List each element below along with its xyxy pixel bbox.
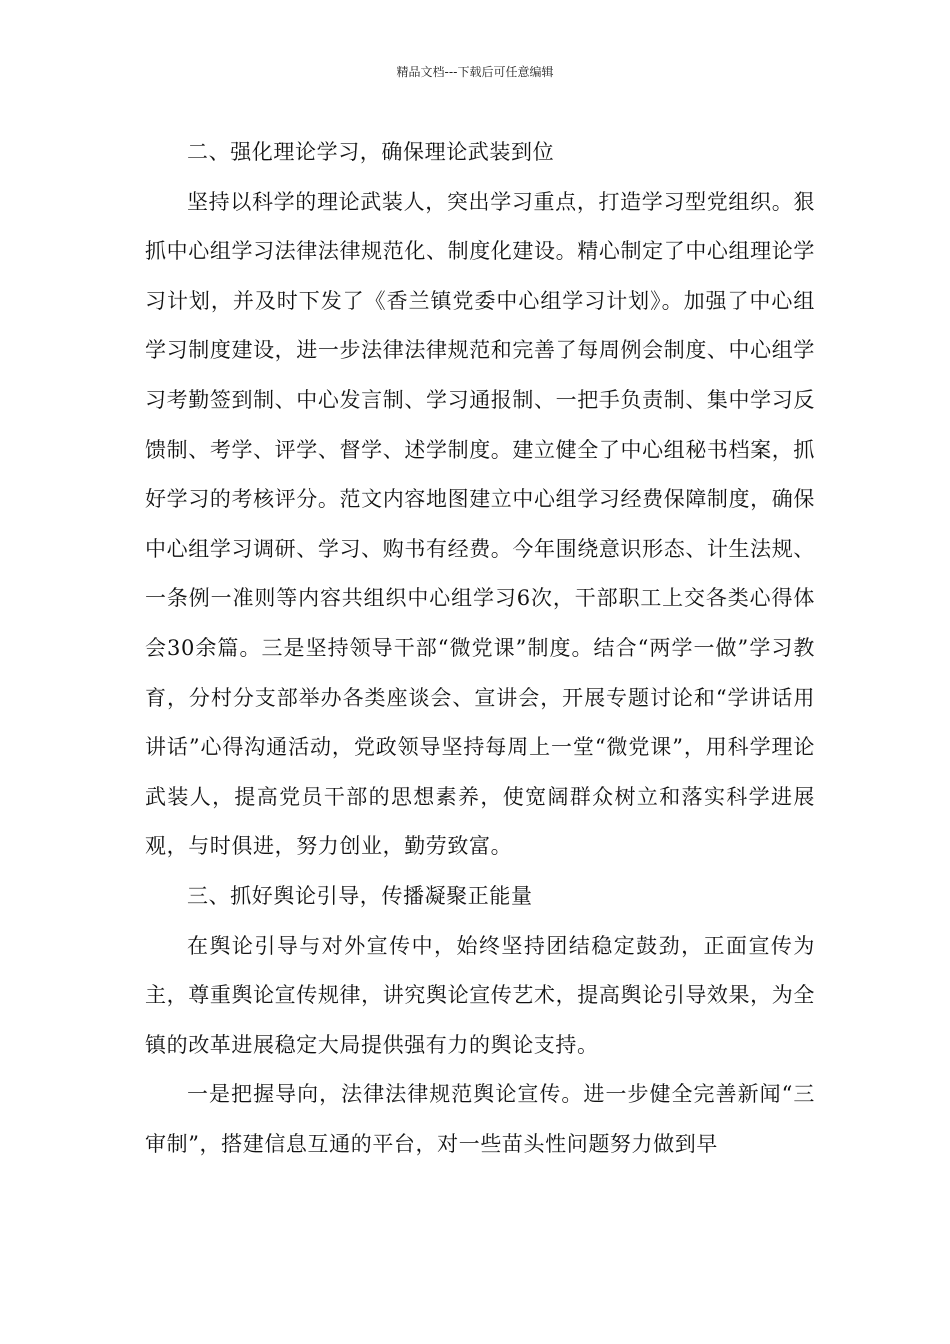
- section-3-paragraph-2: 一是把握导向，法律法律规范舆论宣传。进一步健全完善新闻“三审制”，搭建信息互通的平台，对一些苗头性问题努力做到早: [145, 1082, 815, 1156]
- document-body: [145, 128, 815, 1169]
- section-3-paragraph-1: 在舆论引导与对外宣传中，始终坚持团结稳定鼓劲，正面宣传为主，尊重舆论宣传规律，讲究舆论宣传艺术，提高舆论引导效果，为全镇的改革进展稳定大局提供强有力的舆论支持。: [145, 933, 815, 1057]
- page-header: 精品文档---下载后可任意编辑: [396, 65, 554, 79]
- section-2-paragraph-1: 坚持以科学的理论武装人，突出学习重点，打造学习型党组织。狠抓中心组学习法律法律规范化、制度化建设。精心制定了中心组理论学习计划，并及时下发了《香兰镇党委中心组学习计划》。加强了中心组学习制度建设，进一步法律法律规范和完善了每周例会制度、中心组学习考勤签到制、中心发言制、学习通报制、一把手负责制、集中学习反馈制、考学、评学、督学、述学制度。建立健全了中心组秘书档案，抓好学习的考核评分。范文内容地图建立中心组学习经费保障制度，确保中心组学习调研、学习、购书有经费。今年围绕意识形态、计生法规、一条例一准则等内容共组织中心组学习6次，干部职工上交各类心得体会30余篇。三是坚持领导干部“微党课”制度。结合“两学一做”学习教育，分村分支部举办各类座谈会、宣讲会，开展专题讨论和“学讲话用讲话”心得沟通活动，党政领导坚持每周上一堂“微党课”，用科学理论武装人，提高党员干部的思想素养，使宽阔群众树立和落实科学进展观，与时俱进，努力创业，勤劳致富。: [145, 189, 815, 859]
- section-heading-2: 二、强化理论学习，确保理论武装到位: [187, 140, 555, 164]
- section-heading-3: 三、抓好舆论引导，传播凝聚正能量: [187, 883, 533, 908]
